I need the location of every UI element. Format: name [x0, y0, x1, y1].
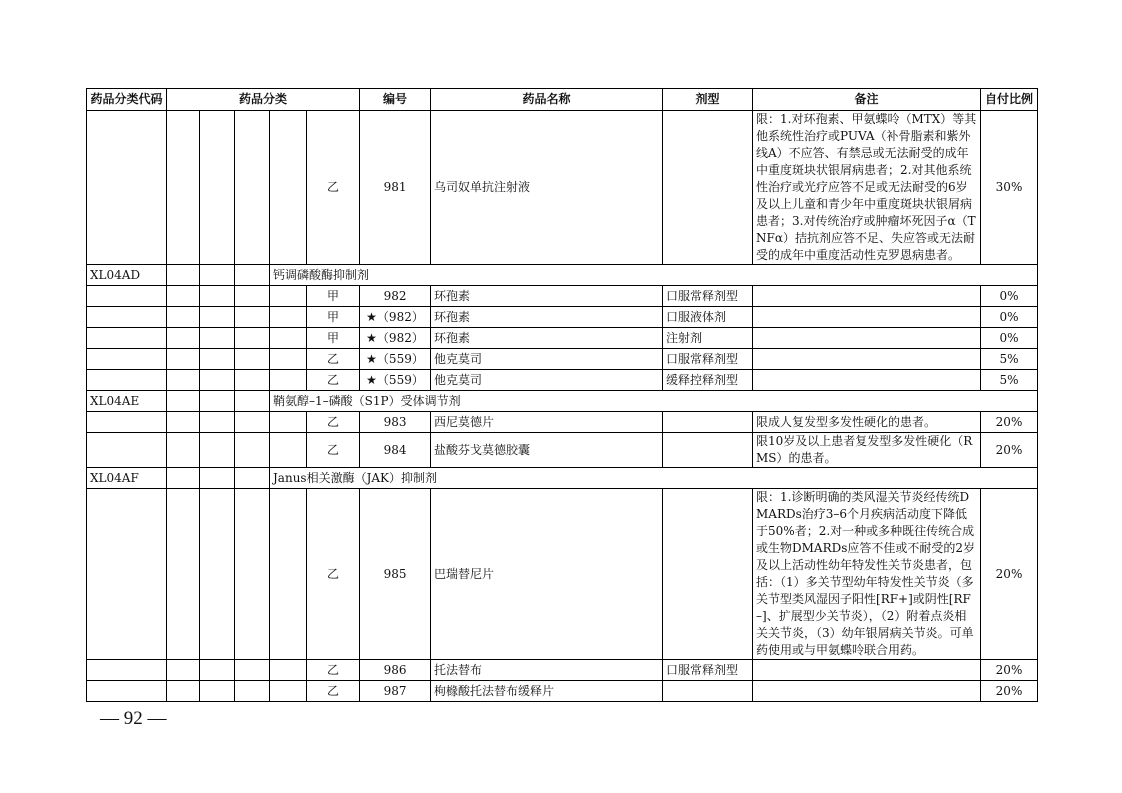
number-cell: ★（559）	[360, 370, 431, 391]
category-row	[87, 468, 1038, 489]
category-code: XL04AD	[87, 265, 167, 286]
grade-cell: 甲	[307, 328, 360, 349]
drug-name-cell: 枸橼酸托法替布缓释片	[431, 681, 663, 702]
header-category: 药品分类	[167, 89, 360, 111]
copay-cell: 0%	[981, 328, 1038, 349]
header-copay: 自付比例	[981, 89, 1038, 111]
number-cell: 983	[360, 412, 431, 433]
table-row	[87, 328, 1038, 349]
copay-cell: 20%	[981, 489, 1038, 660]
remark-cell	[753, 660, 981, 681]
category-code: XL04AE	[87, 391, 167, 412]
form-cell	[663, 489, 753, 660]
table-row	[87, 433, 1038, 468]
category-name: 鞘氨醇–1–磷酸（S1P）受体调节剂	[270, 391, 1038, 412]
table-row	[87, 489, 1038, 660]
grade-cell: 乙	[307, 349, 360, 370]
header-form: 剂型	[663, 89, 753, 111]
table-row	[87, 111, 1038, 265]
grade-cell: 乙	[307, 433, 360, 468]
drug-name-cell: 他克莫司	[431, 349, 663, 370]
drug-name-cell: 托法替布	[431, 660, 663, 681]
grade-cell: 乙	[307, 660, 360, 681]
copay-cell: 5%	[981, 370, 1038, 391]
remark-cell: 限10岁及以上患者复发型多发性硬化（RMS）的患者。	[753, 433, 981, 468]
drug-name-cell: 巴瑞替尼片	[431, 489, 663, 660]
drug-name-cell: 环孢素	[431, 328, 663, 349]
drug-name-cell: 环孢素	[431, 286, 663, 307]
table-row	[87, 681, 1038, 702]
header-remarks: 备注	[753, 89, 981, 111]
remark-cell	[753, 681, 981, 702]
grade-cell: 乙	[307, 681, 360, 702]
grade-cell: 乙	[307, 111, 360, 265]
copay-cell: 5%	[981, 349, 1038, 370]
form-cell: 注射剂	[663, 328, 753, 349]
copay-cell: 20%	[981, 412, 1038, 433]
drug-name-cell: 盐酸芬戈莫德胶囊	[431, 433, 663, 468]
category-row	[87, 391, 1038, 412]
copay-cell: 20%	[981, 660, 1038, 681]
number-cell: 982	[360, 286, 431, 307]
grade-cell: 乙	[307, 370, 360, 391]
grade-cell: 甲	[307, 286, 360, 307]
form-cell	[663, 111, 753, 265]
number-cell: ★（559）	[360, 349, 431, 370]
copay-cell: 0%	[981, 286, 1038, 307]
remark-cell: 限：1.诊断明确的类风湿关节炎经传统DMARDs治疗3–6个月疾病活动度下降低于50%者；2.对一种或多种既往传统合成或生物DMARDs应答不佳或不耐受的2岁及以上活动性幼年特发性关节炎患者，包括：（1）多关节型幼年特发性关节炎（多关节型类风湿因子阳性[RF+]或阴性[RF–]、扩展型少关节炎），（2）附着点炎相关关节炎，（3）幼年银屑病关节炎。可单药使用或与甲氨蝶呤联合用药。	[753, 489, 981, 660]
category-row	[87, 265, 1038, 286]
drug-table	[86, 88, 1038, 702]
remark-cell: 限成人复发型多发性硬化的患者。	[753, 412, 981, 433]
table-row	[87, 286, 1038, 307]
copay-cell: 20%	[981, 433, 1038, 468]
number-cell: ★（982）	[360, 328, 431, 349]
grade-cell: 甲	[307, 307, 360, 328]
form-cell	[663, 681, 753, 702]
drug-name-cell: 乌司奴单抗注射液	[431, 111, 663, 265]
grade-cell: 乙	[307, 412, 360, 433]
header-code: 药品分类代码	[87, 89, 167, 111]
table-row	[87, 349, 1038, 370]
table-row	[87, 660, 1038, 681]
category-code: XL04AF	[87, 468, 167, 489]
header-number: 编号	[360, 89, 431, 111]
number-cell: ★（982）	[360, 307, 431, 328]
form-cell: 缓释控释剂型	[663, 370, 753, 391]
form-cell	[663, 412, 753, 433]
remark-cell: 限：1.对环孢素、甲氨蝶呤（MTX）等其他系统性治疗或PUVA（补骨脂素和紫外线A）不应答、有禁忌或无法耐受的成年中重度斑块状银屑病患者；2.对其他系统性治疗或光疗应答不足或无法耐受的6岁及以上儿童和青少年中重度斑块状银屑病患者；3.对传统治疗或肿瘤坏死因子α（TNFα）拮抗剂应答不足、失应答或无法耐受的成年中重度活动性克罗恩病患者。	[753, 111, 981, 265]
number-cell: 985	[360, 489, 431, 660]
copay-cell: 30%	[981, 111, 1038, 265]
number-cell: 987	[360, 681, 431, 702]
table-row	[87, 370, 1038, 391]
table-row	[87, 412, 1038, 433]
form-cell: 口服常释剂型	[663, 349, 753, 370]
category-name: Janus相关激酶（JAK）抑制剂	[270, 468, 1038, 489]
form-cell: 口服常释剂型	[663, 660, 753, 681]
number-cell: 986	[360, 660, 431, 681]
header-name: 药品名称	[431, 89, 663, 111]
form-cell: 口服常释剂型	[663, 286, 753, 307]
form-cell: 口服液体剂	[663, 307, 753, 328]
drug-name-cell: 西尼莫德片	[431, 412, 663, 433]
page-number: — 92 —	[100, 708, 167, 729]
table-row	[87, 307, 1038, 328]
form-cell	[663, 433, 753, 468]
number-cell: 984	[360, 433, 431, 468]
copay-cell: 20%	[981, 681, 1038, 702]
drug-name-cell: 他克莫司	[431, 370, 663, 391]
grade-cell: 乙	[307, 489, 360, 660]
drug-name-cell: 环孢素	[431, 307, 663, 328]
copay-cell: 0%	[981, 307, 1038, 328]
category-name: 钙调磷酸酶抑制剂	[270, 265, 1038, 286]
number-cell: 981	[360, 111, 431, 265]
